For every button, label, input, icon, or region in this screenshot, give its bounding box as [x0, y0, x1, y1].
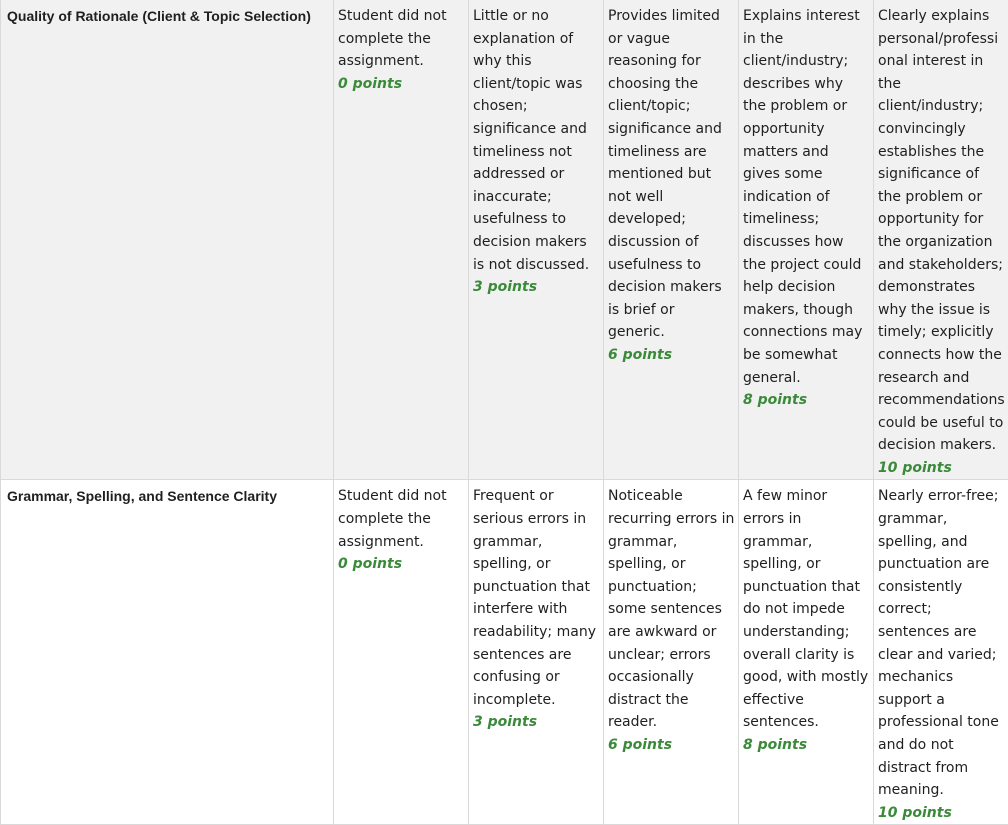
level-cell-3: [469, 0, 604, 480]
table-row-rationale: [1, 0, 1008, 480]
level-cell-3: [469, 480, 604, 825]
level-cell-10: [874, 0, 1008, 480]
level-description: Student did not complete the assignment.: [338, 488, 447, 549]
level-description: Provides limited or vague reasoning for choosing the client/topic; significance and timeliness are mentioned but not well developed; discussion of usefulness to decision makers is brief or generic.: [608, 8, 722, 340]
level-description: Explains interest in the client/industry; describes why the problem or opportunity matters and gives some indication of timeliness; discusses how the project could help decision makers, though connections may be somewhat general.: [743, 8, 862, 386]
level-cell-10: [874, 480, 1008, 825]
table-row-grammar: [1, 480, 1008, 825]
level-cell-8: [739, 480, 874, 825]
level-description: Clearly explains personal/professional interest in the client/industry; convincingly establishes the significance of the problem or opportunity for the organization and stakeholders; demonstrates why the issue is timely; explicitly connects how the research and recommendations could be useful to decision makers.: [878, 8, 1005, 453]
points-label: 8 points: [743, 734, 870, 757]
points-label: 3 points: [473, 276, 600, 299]
level-cell-6: [604, 480, 739, 825]
criterion-cell: Quality of Rationale (Client & Topic Selection): [1, 0, 334, 480]
level-description: Nearly error-free; grammar, spelling, and punctuation are consistently correct; sentences are clear and varied; mechanics support a professional tone and do not distract from meaning.: [878, 488, 999, 798]
points-label: 0 points: [338, 73, 465, 96]
points-label: 10 points: [878, 457, 1005, 480]
level-description: Frequent or serious errors in grammar, spelling, or punctuation that interfere with readability; many sentences are confusing or incomplete.: [473, 488, 596, 707]
level-cell-0: [334, 480, 469, 825]
points-label: 6 points: [608, 344, 735, 367]
level-cell-0: [334, 0, 469, 480]
points-label: 3 points: [473, 711, 600, 734]
points-label: 10 points: [878, 802, 1005, 825]
level-description: Little or no explanation of why this client/topic was chosen; significance and timeliness not addressed or inaccurate; usefulness to decision makers is not discussed.: [473, 8, 589, 273]
points-label: 0 points: [338, 553, 465, 576]
level-description: Student did not complete the assignment.: [338, 8, 447, 69]
level-cell-8: [739, 0, 874, 480]
level-description: Noticeable recurring errors in grammar, spelling, or punctuation; some sentences are awkward or unclear; errors occasionally distract the reader.: [608, 488, 734, 730]
level-description: A few minor errors in grammar, spelling, or punctuation that do not impede understanding; overall clarity is good, with mostly effective sentences.: [743, 488, 868, 730]
level-cell-6: [604, 0, 739, 480]
points-label: 6 points: [608, 734, 735, 757]
points-label: 8 points: [743, 389, 870, 412]
criterion-cell: Grammar, Spelling, and Sentence Clarity: [1, 480, 334, 825]
